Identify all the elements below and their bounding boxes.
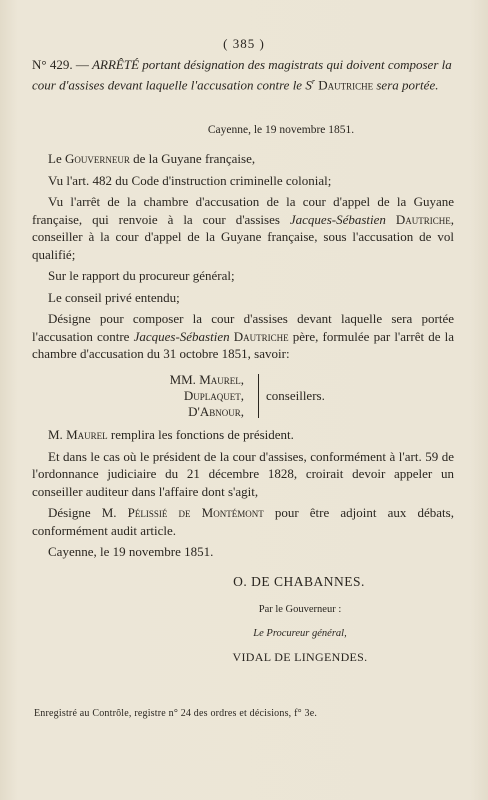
text-run: Dautriche	[395, 211, 451, 227]
text-run: père, formulée par l'arrêt de la chambre d'accusation du 31 octobre 1851, savoir:	[32, 328, 454, 361]
members-list	[92, 372, 392, 422]
brace-line	[258, 374, 259, 418]
decree-heading	[32, 56, 452, 93]
paragraph-president	[32, 426, 454, 444]
member-name: Duplaquet	[183, 388, 241, 403]
paragraph-designe	[32, 310, 454, 363]
decree-number: N° 429.	[32, 57, 73, 72]
title-name: Dautriche	[318, 77, 374, 93]
member-row: Duplaquet,	[183, 388, 244, 403]
member-name: Maurel	[199, 372, 241, 387]
text-run: Jacques-Sébastien	[289, 211, 386, 227]
text-run: Jacques-Sébastien	[133, 328, 230, 344]
prosecutor-name: VIDAL DE LINGENDES.	[232, 650, 368, 664]
text-run: M.	[48, 427, 67, 442]
text-run: remplira les fonctions de président.	[107, 427, 294, 442]
paragraph-closing-date: Cayenne, le 19 novembre 1851.	[48, 544, 214, 559]
text-run: Vu l'arrêt de la chambre d'accusation de la cour d'appel de la Guyane française, qui renvoie à la cour d'assises	[32, 194, 454, 227]
text-run: pour être adjoint aux débats, conformément audit article.	[32, 505, 454, 538]
decree-title: ARRÊTÉ portant désignation des magistrats qui doivent composer la cour d'assises devant laquelle l'accusation contre le S	[32, 57, 452, 93]
member-name: D'Abnour	[188, 404, 241, 419]
heading-dash: —	[72, 57, 93, 72]
text-run: Pélissié de Montémont	[127, 505, 264, 520]
paragraph-arret	[32, 193, 454, 263]
decree-body-continued	[32, 426, 454, 565]
prosecutor-title: Le Procureur général,	[253, 628, 347, 639]
text-run: Désigne M.	[48, 505, 128, 520]
title-superscript: r	[311, 77, 315, 86]
by-governor-line: Par le Gouverneur :	[258, 604, 342, 615]
page-number: ( 385 )	[223, 36, 265, 51]
paragraph-governor	[32, 150, 454, 168]
text-run	[386, 212, 396, 227]
title-end: sera portée.	[373, 77, 439, 93]
place-date: Cayenne, le 19 novembre 1851.	[207, 124, 355, 136]
registration-note: Enregistré au Contrôle, registre n° 24 des ordres et décisions, f° 3e.	[34, 708, 318, 719]
text-run: Dautriche	[233, 328, 289, 344]
member-names	[92, 372, 244, 420]
member-row: MM. Maurel,	[169, 372, 244, 387]
text-run: Désigne pour composer la cour d'assises devant laquelle sera portée l'accusation contre	[32, 311, 454, 344]
governor-signature: O. DE CHABANNES.	[233, 574, 365, 589]
paragraph-conseil: Le conseil privé entendu;	[48, 289, 180, 305]
decree-body	[32, 150, 454, 367]
paragraph-adjoint	[32, 504, 454, 539]
text-run: Maurel	[66, 427, 108, 442]
text-run: Gouverneur	[64, 151, 130, 166]
members-prefix: MM.	[169, 372, 196, 387]
paragraph-rapport: Sur le rapport du procureur général;	[48, 268, 235, 283]
paragraph-code: Vu l'art. 482 du Code d'instruction criminelle colonial;	[48, 172, 332, 188]
paragraph-auditeur: Et dans le cas où le président de la cour d'assises, conformément à l'art. 59 de l'ordonnance judiciaire du 21 décembre 1828, croirait devoir appeler un conseiller auditeur dans l'affaire dont s'agit,	[32, 448, 454, 499]
text-run: Le	[48, 151, 65, 166]
text-run: , conseiller à la cour d'appel de la Guyane française, sous l'accusation de vol qualifié;	[32, 211, 455, 262]
member-role: conseillers.	[266, 388, 325, 403]
text-run: de la Guyane française,	[129, 151, 256, 166]
member-row: D'Abnour,	[188, 404, 244, 419]
